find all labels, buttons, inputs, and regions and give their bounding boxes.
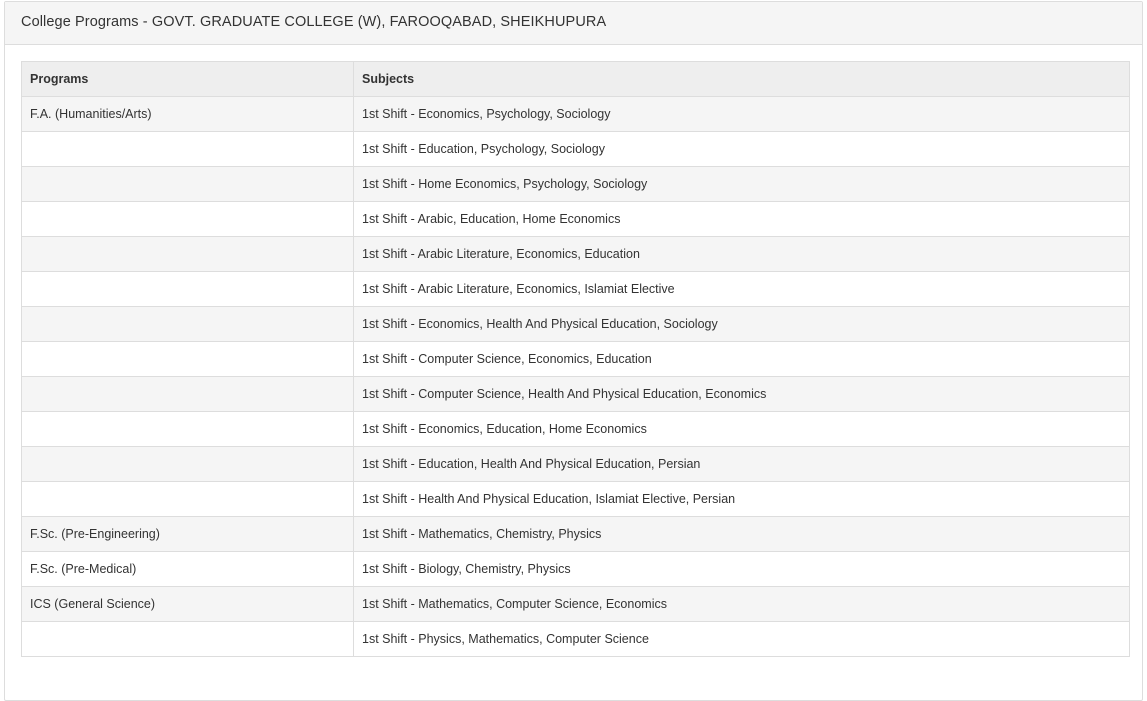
subjects-cell: 1st Shift - Mathematics, Computer Science, Economics — [354, 587, 1130, 622]
college-programs-panel — [4, 1, 1143, 701]
table-row — [22, 202, 1130, 237]
table-row — [22, 552, 1130, 587]
program-cell: ICS (General Science) — [22, 587, 354, 622]
subjects-cell: 1st Shift - Arabic, Education, Home Economics — [354, 202, 1130, 237]
table-row — [22, 237, 1130, 272]
subjects-cell: 1st Shift - Economics, Health And Physical Education, Sociology — [354, 307, 1130, 342]
table-row — [22, 132, 1130, 167]
program-cell — [22, 307, 354, 342]
subjects-cell: 1st Shift - Computer Science, Health And Physical Education, Economics — [354, 377, 1130, 412]
table-row — [22, 307, 1130, 342]
subjects-cell: 1st Shift - Biology, Chemistry, Physics — [354, 552, 1130, 587]
subjects-cell: 1st Shift - Physics, Mathematics, Computer Science — [354, 622, 1130, 657]
subjects-cell: 1st Shift - Mathematics, Chemistry, Physics — [354, 517, 1130, 552]
program-cell — [22, 482, 354, 517]
panel-title: College Programs - GOVT. GRADUATE COLLEGE (W), FAROOQABAD, SHEIKHUPURA — [5, 2, 1142, 45]
program-cell: F.Sc. (Pre-Medical) — [22, 552, 354, 587]
subjects-cell: 1st Shift - Education, Psychology, Sociology — [354, 132, 1130, 167]
subjects-cell: 1st Shift - Health And Physical Education, Islamiat Elective, Persian — [354, 482, 1130, 517]
programs-table-container — [21, 61, 1129, 657]
table-row — [22, 342, 1130, 377]
program-cell — [22, 447, 354, 482]
program-cell — [22, 202, 354, 237]
program-cell — [22, 132, 354, 167]
table-row — [22, 587, 1130, 622]
program-cell: F.Sc. (Pre-Engineering) — [22, 517, 354, 552]
table-header-row — [22, 62, 1130, 97]
column-header-subjects: Subjects — [354, 62, 1130, 97]
program-cell — [22, 412, 354, 447]
column-header-programs: Programs — [22, 62, 354, 97]
program-cell: F.A. (Humanities/Arts) — [22, 97, 354, 132]
table-row — [22, 622, 1130, 657]
table-row — [22, 97, 1130, 132]
table-row — [22, 447, 1130, 482]
subjects-cell: 1st Shift - Economics, Psychology, Sociology — [354, 97, 1130, 132]
subjects-cell: 1st Shift - Economics, Education, Home Economics — [354, 412, 1130, 447]
subjects-cell: 1st Shift - Home Economics, Psychology, Sociology — [354, 167, 1130, 202]
table-row — [22, 377, 1130, 412]
subjects-cell: 1st Shift - Education, Health And Physical Education, Persian — [354, 447, 1130, 482]
table-row — [22, 167, 1130, 202]
program-cell — [22, 622, 354, 657]
subjects-cell: 1st Shift - Arabic Literature, Economics, Islamiat Elective — [354, 272, 1130, 307]
subjects-cell: 1st Shift - Arabic Literature, Economics, Education — [354, 237, 1130, 272]
program-cell — [22, 377, 354, 412]
table-row — [22, 412, 1130, 447]
table-row — [22, 517, 1130, 552]
table-row — [22, 272, 1130, 307]
program-cell — [22, 272, 354, 307]
program-cell — [22, 342, 354, 377]
programs-table — [21, 61, 1130, 657]
table-row — [22, 482, 1130, 517]
subjects-cell: 1st Shift - Computer Science, Economics, Education — [354, 342, 1130, 377]
program-cell — [22, 237, 354, 272]
program-cell — [22, 167, 354, 202]
